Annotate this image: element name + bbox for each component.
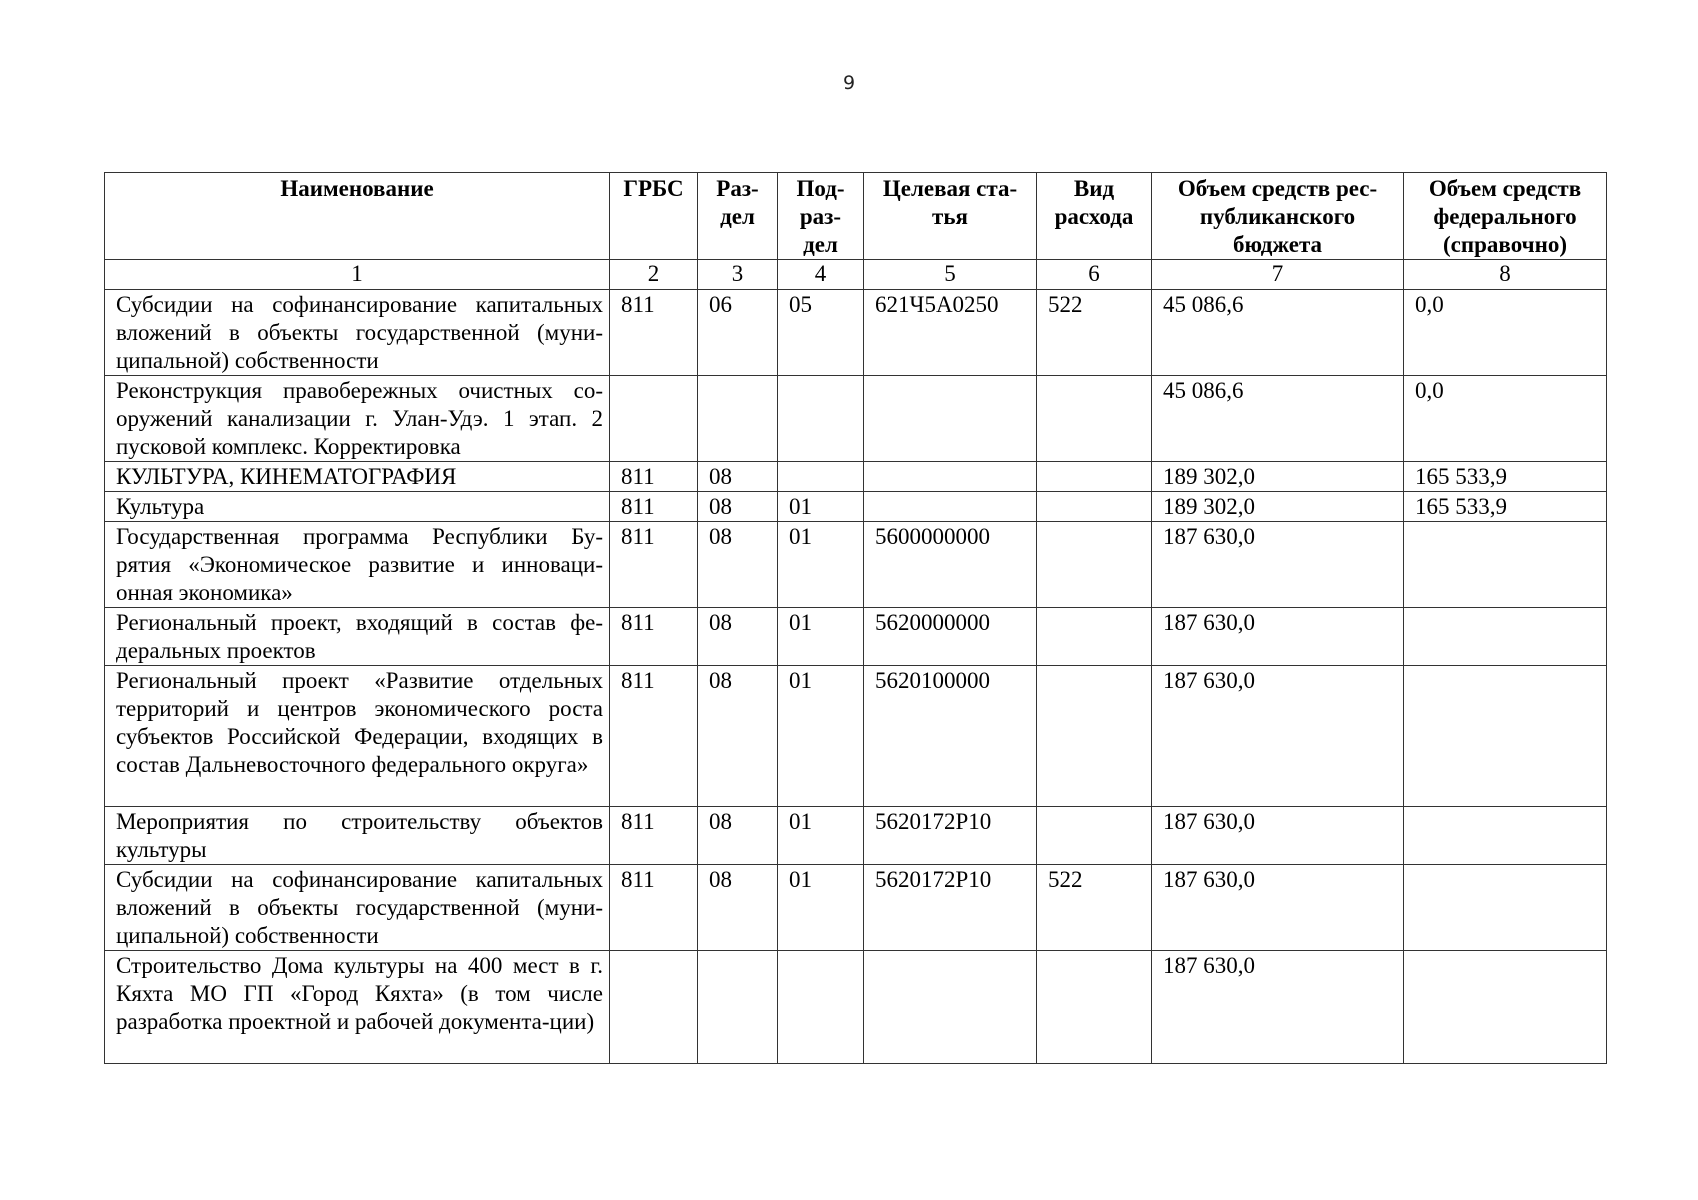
- cell-section: 06: [698, 290, 778, 376]
- table-header: [105, 173, 1607, 260]
- cell-target-article: [864, 376, 1037, 462]
- cell-section: [698, 951, 778, 1064]
- cell-subsection: [778, 376, 864, 462]
- table-row: [105, 462, 1607, 492]
- table-row: [105, 608, 1607, 666]
- cell-republican-budget: 187 630,0: [1152, 522, 1404, 608]
- page-number: 9: [842, 72, 856, 94]
- cell-expense-type: [1037, 462, 1152, 492]
- cell-republican-budget: 187 630,0: [1152, 608, 1404, 666]
- cell-republican-budget: 187 630,0: [1152, 865, 1404, 951]
- cell-federal-budget: 0,0: [1404, 376, 1607, 462]
- header-target-article: Целевая ста- тья: [864, 173, 1037, 260]
- cell-federal-budget: 0,0: [1404, 290, 1607, 376]
- cell-subsection: 05: [778, 290, 864, 376]
- cell-section: 08: [698, 666, 778, 807]
- cell-grbs: [610, 376, 698, 462]
- table-row: [105, 522, 1607, 608]
- table-row: [105, 666, 1607, 807]
- cell-republican-budget: 187 630,0: [1152, 666, 1404, 807]
- cell-grbs: 811: [610, 522, 698, 608]
- cell-section: 08: [698, 492, 778, 522]
- cell-target-article: 5620172Р10: [864, 807, 1037, 865]
- column-number: 3: [698, 260, 778, 290]
- cell-grbs: [610, 951, 698, 1064]
- table-row: [105, 492, 1607, 522]
- cell-target-article: [864, 951, 1037, 1064]
- cell-name: Региональный проект «Развитие отдельных территорий и центров экономического роста субъектов Российской Федерации, входящих в состав Дальневосточного федерального округа»: [105, 666, 610, 807]
- column-number: 7: [1152, 260, 1404, 290]
- cell-expense-type: [1037, 376, 1152, 462]
- header-federal-budget: Объем средств федерального (справочно): [1404, 173, 1607, 260]
- cell-name: Культура: [105, 492, 610, 522]
- cell-section: 08: [698, 807, 778, 865]
- cell-subsection: 01: [778, 608, 864, 666]
- cell-federal-budget: [1404, 951, 1607, 1064]
- cell-expense-type: [1037, 807, 1152, 865]
- table-row: [105, 951, 1607, 1064]
- cell-subsection: [778, 951, 864, 1064]
- cell-republican-budget: 189 302,0: [1152, 462, 1404, 492]
- cell-grbs: 811: [610, 807, 698, 865]
- cell-subsection: 01: [778, 807, 864, 865]
- header-grbs: ГРБС: [610, 173, 698, 260]
- cell-federal-budget: 165 533,9: [1404, 462, 1607, 492]
- cell-expense-type: [1037, 666, 1152, 807]
- header-name: Наименование: [105, 173, 610, 260]
- column-number: 5: [864, 260, 1037, 290]
- table-row: [105, 865, 1607, 951]
- cell-section: 08: [698, 608, 778, 666]
- cell-target-article: 5620172Р10: [864, 865, 1037, 951]
- cell-expense-type: 522: [1037, 865, 1152, 951]
- header-subsection: Под- раз- дел: [778, 173, 864, 260]
- cell-section: 08: [698, 462, 778, 492]
- cell-grbs: 811: [610, 290, 698, 376]
- cell-federal-budget: [1404, 865, 1607, 951]
- cell-name: Региональный проект, входящий в состав фе-деральных проектов: [105, 608, 610, 666]
- cell-section: 08: [698, 865, 778, 951]
- cell-grbs: 811: [610, 492, 698, 522]
- cell-republican-budget: 45 086,6: [1152, 290, 1404, 376]
- column-number: 8: [1404, 260, 1607, 290]
- header-expense-type: Вид расхода: [1037, 173, 1152, 260]
- cell-expense-type: [1037, 608, 1152, 666]
- column-number: 4: [778, 260, 864, 290]
- cell-subsection: 01: [778, 865, 864, 951]
- header-row: [105, 173, 1607, 260]
- cell-republican-budget: 189 302,0: [1152, 492, 1404, 522]
- cell-republican-budget: 187 630,0: [1152, 951, 1404, 1064]
- cell-federal-budget: [1404, 807, 1607, 865]
- column-number: 6: [1037, 260, 1152, 290]
- cell-subsection: 01: [778, 522, 864, 608]
- cell-expense-type: [1037, 522, 1152, 608]
- cell-target-article: 5620100000: [864, 666, 1037, 807]
- cell-name: Субсидии на софинансирование капитальных вложений в объекты государственной (муни-ципальной) собственности: [105, 865, 610, 951]
- cell-federal-budget: 165 533,9: [1404, 492, 1607, 522]
- cell-republican-budget: 45 086,6: [1152, 376, 1404, 462]
- column-number: 1: [105, 260, 610, 290]
- cell-section: [698, 376, 778, 462]
- cell-name: Мероприятия по строительству объектов культуры: [105, 807, 610, 865]
- cell-target-article: [864, 462, 1037, 492]
- cell-target-article: 621Ч5А0250: [864, 290, 1037, 376]
- cell-grbs: 811: [610, 666, 698, 807]
- cell-grbs: 811: [610, 608, 698, 666]
- cell-federal-budget: [1404, 666, 1607, 807]
- table-row: [105, 376, 1607, 462]
- cell-name: Государственная программа Республики Бу-рятия «Экономическое развитие и инноваци-онная экономика»: [105, 522, 610, 608]
- header-republican-budget: Объем средств рес- публиканского бюджета: [1152, 173, 1404, 260]
- cell-target-article: 5620000000: [864, 608, 1037, 666]
- cell-target-article: [864, 492, 1037, 522]
- cell-federal-budget: [1404, 522, 1607, 608]
- cell-subsection: [778, 462, 864, 492]
- cell-name: КУЛЬТУРА, КИНЕМАТОГРАФИЯ: [105, 462, 610, 492]
- cell-republican-budget: 187 630,0: [1152, 807, 1404, 865]
- column-number: 2: [610, 260, 698, 290]
- cell-subsection: 01: [778, 492, 864, 522]
- cell-section: 08: [698, 522, 778, 608]
- budget-table: [104, 172, 1607, 1064]
- cell-federal-budget: [1404, 608, 1607, 666]
- column-number-row: [105, 260, 1607, 290]
- table-row: [105, 290, 1607, 376]
- header-section: Раз- дел: [698, 173, 778, 260]
- table-row: [105, 807, 1607, 865]
- cell-subsection: 01: [778, 666, 864, 807]
- cell-expense-type: 522: [1037, 290, 1152, 376]
- cell-expense-type: [1037, 951, 1152, 1064]
- cell-name: Строительство Дома культуры на 400 мест в г. Кяхта МО ГП «Город Кяхта» (в том числе разработка проектной и рабочей документа-ции): [105, 951, 610, 1064]
- cell-expense-type: [1037, 492, 1152, 522]
- cell-name: Реконструкция правобережных очистных со-оружений канализации г. Улан-Удэ. 1 этап. 2 пусковой комплекс. Корректировка: [105, 376, 610, 462]
- cell-grbs: 811: [610, 865, 698, 951]
- cell-target-article: 5600000000: [864, 522, 1037, 608]
- cell-grbs: 811: [610, 462, 698, 492]
- cell-name: Субсидии на софинансирование капитальных вложений в объекты государственной (муни-ципальной) собственности: [105, 290, 610, 376]
